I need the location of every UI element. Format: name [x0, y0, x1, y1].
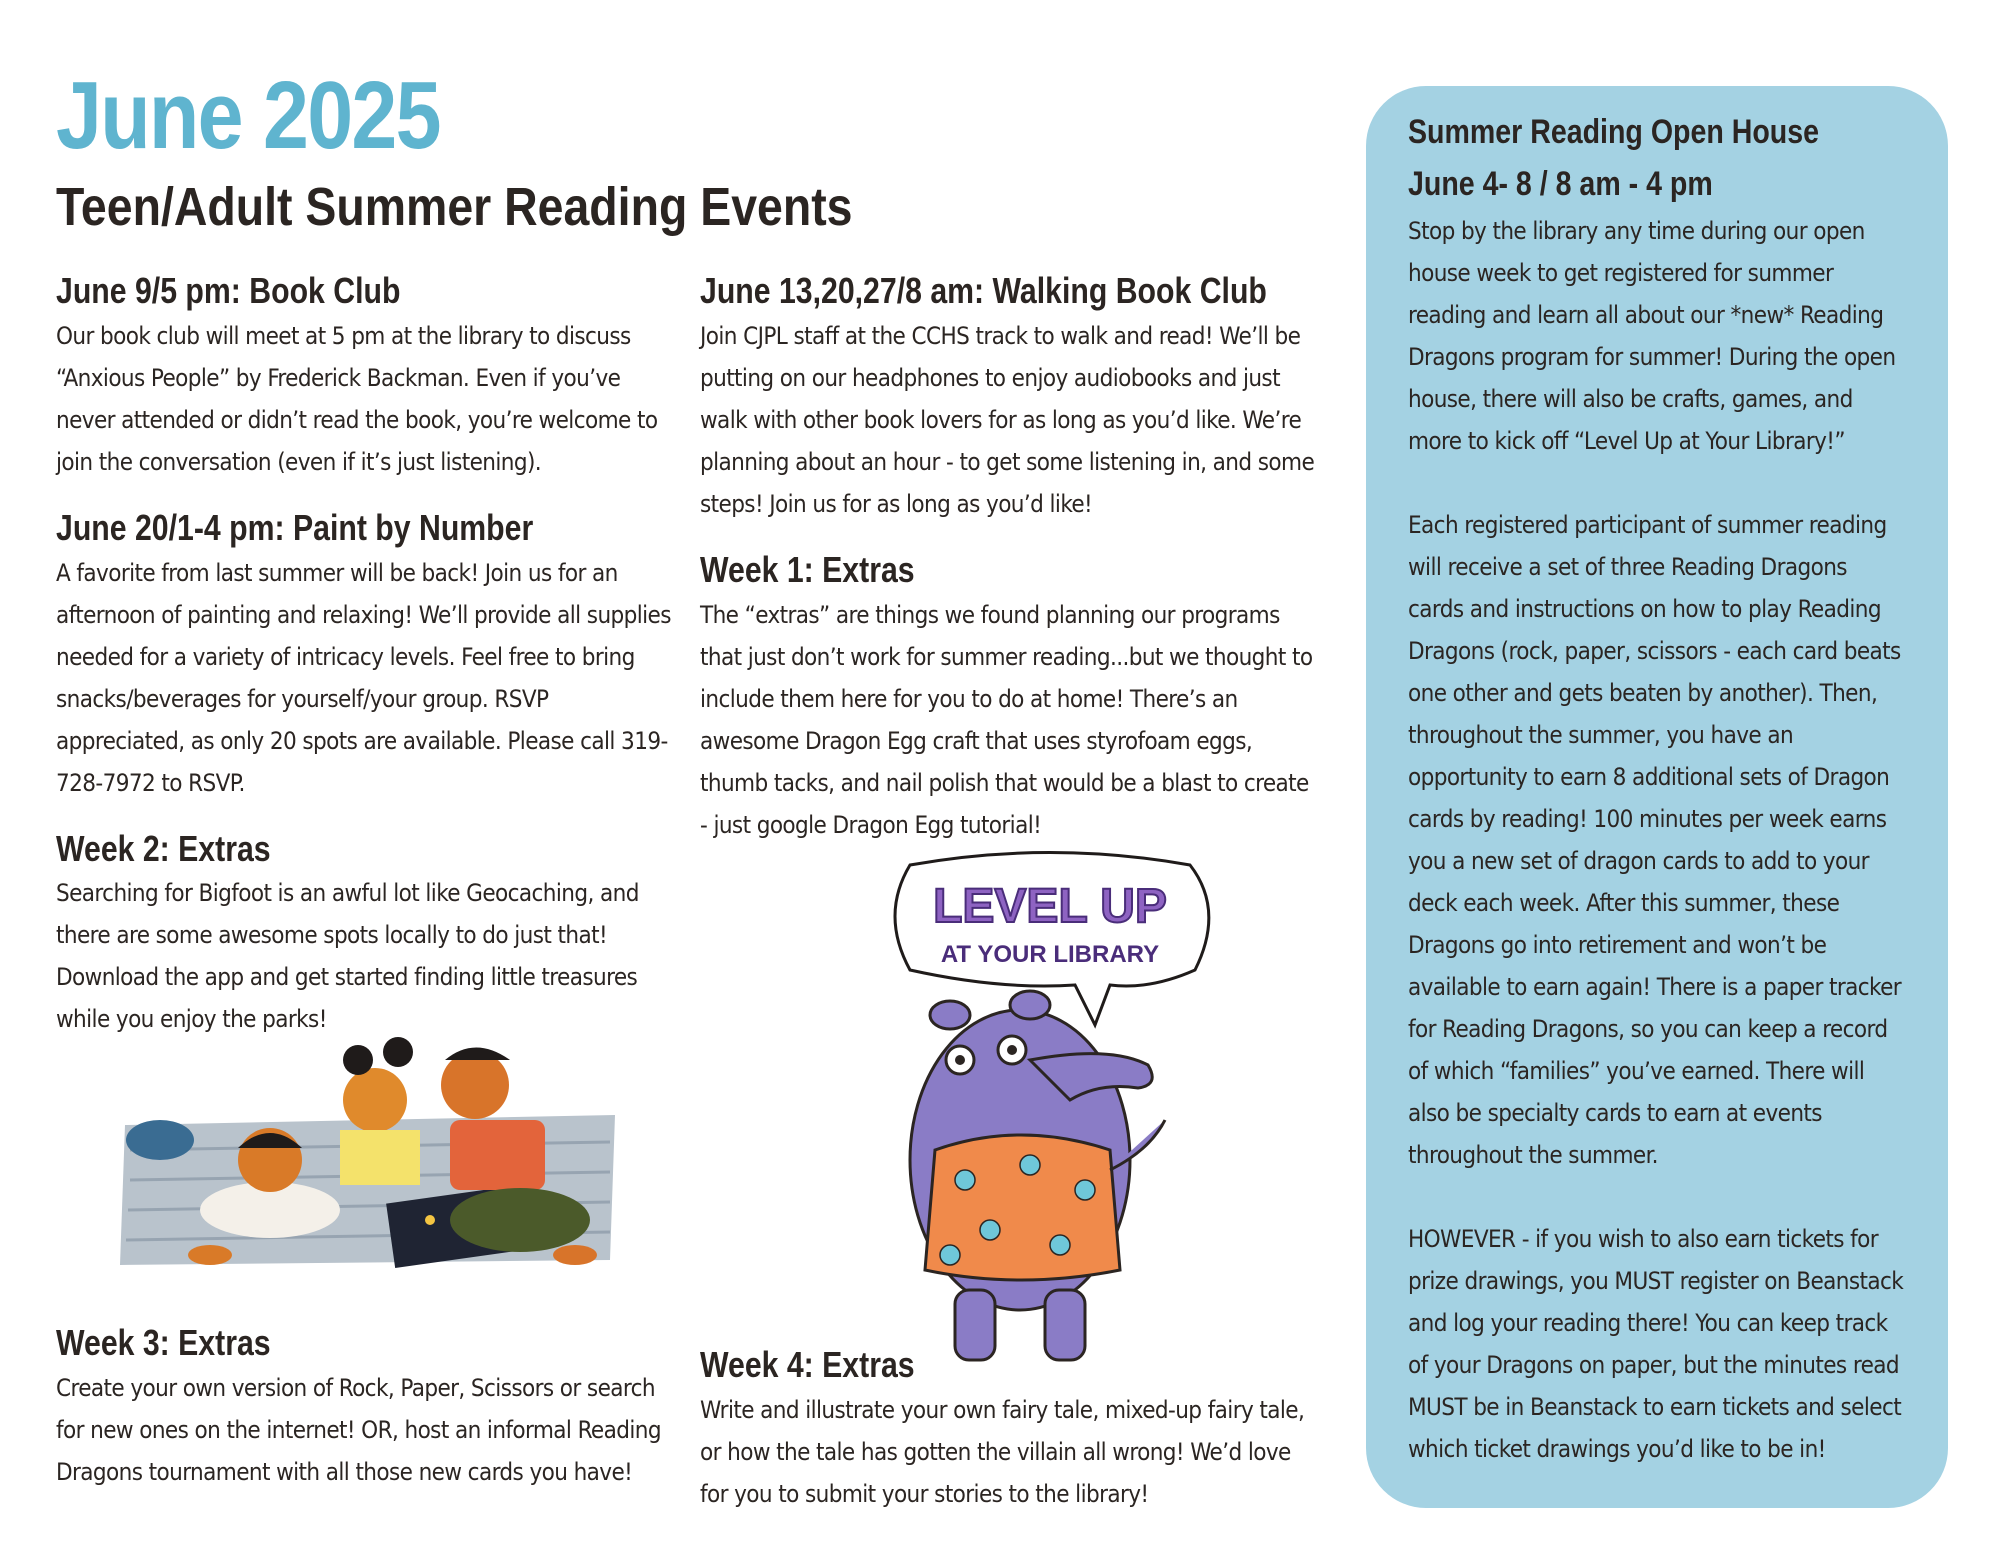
event-title: Week 4: Extras — [700, 1344, 915, 1385]
family-reading-illustration — [120, 1030, 620, 1275]
week-3-column — [56, 1320, 676, 1493]
event-title: June 9/5 pm: Book Club — [56, 270, 401, 311]
event-body: Join CJPL staff at the CCHS track to walk and read! We’ll be putting on our headphones to enjoy audiobooks and just walk with other book lovers for as long as you’d like. We’re planning about an hour - to get some listening in, and some steps! Join us for as long as you’d like! — [700, 321, 1315, 518]
event-title: Week 3: Extras — [56, 1322, 271, 1363]
sidebar-paragraph-3: HOWEVER - if you wish to also earn tickets for prize drawings, you MUST register on Beanstack and log your reading there! You can keep track of your Dragons on paper, but the minutes read MUST be in Beanstack to earn tickets and select which ticket drawings you’d like to be in! — [1408, 1225, 1904, 1463]
middle-column — [700, 268, 1320, 846]
week-4-extras — [700, 1342, 1320, 1515]
event-body: Create your own version of Rock, Paper, Scissors or search for new ones on the internet! OR, host an informal Reading Dragons tournament with all those new cards you have! — [56, 1373, 661, 1486]
event-paint-by-number — [56, 505, 676, 804]
left-column — [56, 268, 676, 1040]
event-body: A favorite from last summer will be back! Join us for an afternoon of painting and relaxing! We’ll provide all supplies needed for a variety of intricacy levels. Feel free to bring snacks/beverages for yourself/your group. RSVP appreciated, as only 20 spots are available. Please call 319-728-7972 to RSVP. — [56, 558, 671, 797]
sidebar-paragraph-2: Each registered participant of summer reading will receive a set of three Reading Dragons cards and instructions on how to play Reading Dragons (rock, paper, scissors - each card beats one other and gets beaten by another). Then, throughout the summer, you have an opportunity to earn 8 additional sets of Dragon cards by reading! 100 minutes per week earns you a new set of dragon cards to add to your deck each week. After this summer, these Dragons go into retirement and won’t be available to earn again! There is a paper tracker for Reading Dragons, so you can keep a record of which “families” you’ve earned. There will also be specialty cards to earn at events throughout the summer. — [1408, 511, 1902, 1169]
event-title: June 13,20,27/8 am: Walking Book Club — [700, 270, 1267, 311]
week-2-extras — [56, 826, 676, 1041]
logo-level-up-text: LEVEL UP — [933, 880, 1167, 933]
month-title: June 2025 — [56, 62, 440, 169]
sidebar-dates: June 4- 8 / 8 am - 4 pm — [1408, 165, 1713, 203]
level-up-mascot-illustration — [880, 850, 1220, 1380]
event-walking-book-club — [700, 268, 1320, 525]
week-3-extras — [56, 1320, 676, 1493]
week-4-column — [700, 1342, 1320, 1515]
event-title: June 20/1-4 pm: Paint by Number — [56, 506, 534, 548]
event-book-club — [56, 268, 676, 483]
event-body: Our book club will meet at 5 pm at the library to discuss “Anxious People” by Frederick Backman. Even if you’ve never attended or didn’t read the book, you’re welcome to join the conversation (even if it’s just listening). — [56, 321, 658, 476]
open-house-sidebar — [1366, 86, 1948, 1508]
event-body: Write and illustrate your own fairy tale, mixed-up fairy tale, or how the tale has gotten the villain all wrong! We’d love for you to submit your stories to the library! — [700, 1395, 1305, 1508]
page-subtitle: Teen/Adult Summer Reading Events — [56, 177, 853, 237]
event-body: Searching for Bigfoot is an awful lot like Geocaching, and there are some awesome spots locally to do just that! Download the app and get started finding little treasures while you enjoy the parks! — [56, 879, 639, 1034]
event-title: Week 2: Extras — [56, 827, 271, 869]
sidebar-title: Summer Reading Open House — [1408, 113, 1820, 151]
event-title: Week 1: Extras — [700, 548, 915, 590]
event-body: The “extras” are things we found planning our programs that just don’t work for summer reading...but we thought to include them here for you to do at home! There’s an awesome Dragon Egg craft that uses styrofoam eggs, thumb tacks, and nail polish that would be a blast to create - just google Dragon Egg tutorial! — [700, 600, 1313, 839]
week-1-extras — [700, 547, 1320, 846]
logo-at-your-library-text: AT YOUR LIBRARY — [940, 941, 1160, 968]
sidebar-paragraph-1: Stop by the library any time during our open house week to get registered for summer reading and learn all about our *new* Reading Dragons program for summer! During the open house, there will also be crafts, games, and more to kick off “Level Up at Your Library!” — [1408, 217, 1896, 455]
